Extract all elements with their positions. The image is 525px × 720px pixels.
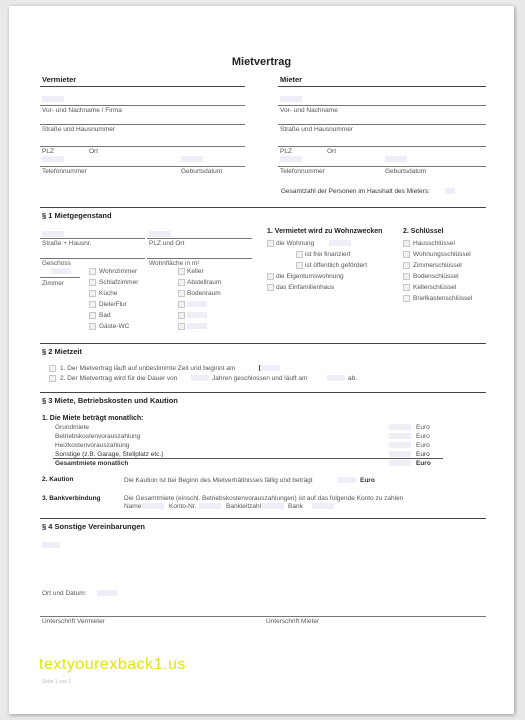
section-4-heading: § 4 Sonstige Vereinbarungen xyxy=(42,522,145,531)
key-label: Zimmerschlüssel xyxy=(413,262,462,269)
term-line-2c: ab. xyxy=(348,375,358,382)
bank-account-field[interactable] xyxy=(199,503,221,509)
landlord-birthdate-label: Geburtsdatum xyxy=(181,168,223,175)
tenant-ort-label: Ort xyxy=(327,148,337,155)
rented-checkbox[interactable] xyxy=(267,273,274,280)
rent-item-label: Grundmiete xyxy=(55,424,89,431)
key-checkbox[interactable] xyxy=(403,273,410,280)
watermark: textyourexback1.us xyxy=(39,656,186,673)
field-line xyxy=(40,277,80,278)
field-line xyxy=(278,105,486,106)
field-line xyxy=(40,238,145,239)
total-rent-label: Gesamtmiete monatlich xyxy=(55,460,129,467)
rent-amount-field[interactable] xyxy=(389,433,411,439)
deposit-euro-label: Euro xyxy=(360,477,375,484)
room-label: Küche xyxy=(99,290,118,297)
landlord-name-field[interactable] xyxy=(42,96,64,102)
divider xyxy=(278,86,486,87)
tenant-plz-label: PLZ xyxy=(280,148,292,155)
extra-label: Abstellraum xyxy=(187,279,222,286)
landlord-plz-label: PLZ xyxy=(42,148,54,155)
extra-label: Keller xyxy=(187,268,204,275)
key-label: Wohnungsschlüssel xyxy=(413,251,471,258)
field-line xyxy=(278,146,486,147)
deposit-text: Die Kaution ist bei Beginn des Mietverhältnisses fällig und beträgt xyxy=(124,477,313,484)
rooms-count-field[interactable] xyxy=(51,268,71,274)
place-date-field[interactable] xyxy=(97,590,117,596)
landlord-heading: Vermieter xyxy=(42,75,77,84)
tenant-birthdate-field[interactable] xyxy=(385,156,407,162)
euro-label: Euro xyxy=(416,433,430,440)
key-label: Briefkastenschlüssel xyxy=(413,295,473,302)
end-date-field[interactable] xyxy=(327,375,345,381)
room-checkbox[interactable] xyxy=(89,268,96,275)
agreements-field[interactable] xyxy=(42,542,60,548)
extra-checkbox[interactable] xyxy=(178,323,185,330)
room-label: Gäste-WC xyxy=(99,323,130,330)
bank-code-label: Bankleitzahl xyxy=(226,503,262,510)
rented-label: die Eigentumswohnung xyxy=(276,273,344,280)
key-checkbox[interactable] xyxy=(403,262,410,269)
bank-bank-label: Bank xyxy=(288,503,303,510)
floor-label: Geschoss xyxy=(42,260,71,267)
rented-checkbox[interactable] xyxy=(267,284,274,291)
sum-line xyxy=(53,458,443,459)
deposit-label: 2. Kaution xyxy=(42,476,74,483)
extra-checkbox[interactable] xyxy=(178,312,185,319)
financing-checkbox[interactable] xyxy=(296,251,303,258)
room-checkbox[interactable] xyxy=(89,312,96,319)
extra-label: Bodenraum xyxy=(187,290,221,297)
room-checkbox[interactable] xyxy=(89,323,96,330)
field-line xyxy=(278,124,486,125)
room-label: Wohnzimmer xyxy=(99,268,138,275)
keys-heading: 2. Schlüssel xyxy=(403,228,444,235)
landlord-name-label: Vor- und Nachname / Firma xyxy=(42,107,122,114)
field-line xyxy=(40,124,245,125)
term-checkbox[interactable] xyxy=(49,375,56,382)
rent-amount-field[interactable] xyxy=(389,424,411,430)
tenant-name-label: Vor- und Nachname xyxy=(280,107,338,114)
tenant-phone-label: Telefonnummer xyxy=(280,168,325,175)
key-checkbox[interactable] xyxy=(403,240,410,247)
section-3-heading: § 3 Miete, Betriebskosten und Kaution xyxy=(42,396,178,405)
page-title: Mietvertrag xyxy=(231,56,292,68)
key-label: Hausschlüssel xyxy=(413,240,455,247)
signature-tenant-label: Unterschrift Mieter xyxy=(266,618,320,625)
household-label: Gesamtzahl der Personen im Haushalt des Mieters: xyxy=(281,188,430,195)
tenant-birthdate-label: Geburtsdatum xyxy=(385,168,427,175)
extra-checkbox[interactable] xyxy=(178,301,185,308)
signature-landlord-label: Unterschrift Vermieter xyxy=(42,618,105,625)
rented-heading: 1. Vermietet wird zu Wohnzwecken xyxy=(267,228,383,235)
bank-code-field[interactable] xyxy=(262,503,284,509)
room-label: Diele/Flur xyxy=(99,301,127,308)
object-plz-field[interactable] xyxy=(149,231,171,237)
rent-item-label: Heizkostenvorauszahlung xyxy=(55,442,130,449)
key-checkbox[interactable] xyxy=(403,251,410,258)
rooms-label: Zimmer xyxy=(42,280,65,287)
bank-account-label: Konto-Nr. xyxy=(169,503,197,510)
landlord-phone-field[interactable] xyxy=(42,156,64,162)
extra-field[interactable] xyxy=(187,312,207,318)
landlord-street-label: Straße und Hausnummer xyxy=(42,126,115,133)
room-checkbox[interactable] xyxy=(89,301,96,308)
bank-text: Die Gesamtmiete (einschl. Betriebskostenvorauszahlungen) ist auf das folgende Konto zu zahlen xyxy=(124,495,404,502)
landlord-ort-label: Ort xyxy=(89,148,99,155)
euro-label: Euro xyxy=(416,442,430,449)
key-label: Kellerschlüssel xyxy=(413,284,457,291)
rent-item-label: Betriebskostenvorauszahlung xyxy=(55,433,141,440)
rent-amount-field[interactable] xyxy=(389,451,411,457)
field-line xyxy=(147,238,252,239)
household-count-field[interactable] xyxy=(445,188,455,194)
financing-label: ist frei finanziert xyxy=(305,251,351,258)
term-line-2b: Jahren geschlossen und läuft am xyxy=(212,375,308,382)
section-divider xyxy=(40,207,486,208)
room-checkbox[interactable] xyxy=(89,290,96,297)
key-checkbox[interactable] xyxy=(403,295,410,302)
signature-line xyxy=(40,616,486,617)
tenant-name-field[interactable] xyxy=(280,96,302,102)
place-date-label: Ort und Datum: xyxy=(42,590,87,597)
deposit-amount-field[interactable] xyxy=(338,477,356,483)
bank-name-label: Name xyxy=(124,503,142,510)
financing-label: ist öffentlich gefördert xyxy=(305,262,368,269)
extra-checkbox[interactable] xyxy=(178,268,185,275)
room-label: Bad xyxy=(99,312,111,319)
rented-unit-field[interactable] xyxy=(329,240,351,246)
key-label: Bodenschlüssel xyxy=(413,273,459,280)
room-label: Schlafzimmer xyxy=(99,279,139,286)
total-amount-field[interactable] xyxy=(389,460,411,466)
rent-item-label: Sonstige (z.B. Garage, Stellplatz etc.) xyxy=(55,451,164,458)
field-line xyxy=(40,105,245,106)
rented-label: das Einfamilienhaus xyxy=(276,284,335,291)
tenant-heading: Mieter xyxy=(280,75,303,84)
extra-field[interactable] xyxy=(187,323,207,329)
start-date-field[interactable] xyxy=(259,365,280,371)
field-line xyxy=(278,166,486,167)
field-line xyxy=(40,166,245,167)
section-divider xyxy=(40,392,486,393)
extra-checkbox[interactable] xyxy=(178,290,185,297)
rented-checkbox[interactable] xyxy=(267,240,274,247)
object-street-field[interactable] xyxy=(42,231,64,237)
financing-checkbox[interactable] xyxy=(296,262,303,269)
landlord-birthdate-field[interactable] xyxy=(181,156,203,162)
euro-label: Euro xyxy=(416,460,431,467)
contract-page xyxy=(9,6,514,714)
object-street-label: Straße + Hausnr. xyxy=(42,240,92,247)
field-line xyxy=(40,258,145,259)
section-divider xyxy=(40,343,486,344)
section-divider xyxy=(40,518,486,519)
term-checkbox[interactable] xyxy=(49,365,56,372)
euro-label: Euro xyxy=(416,451,430,458)
years-field[interactable] xyxy=(191,375,209,381)
landlord-phone-label: Telefonnummer xyxy=(42,168,87,175)
area-label: Wohnfläche in m² xyxy=(149,260,200,267)
section-2-heading: § 2 Mietzeit xyxy=(42,347,83,356)
room-checkbox[interactable] xyxy=(89,279,96,286)
euro-label: Euro xyxy=(416,424,430,431)
rent-amount-field[interactable] xyxy=(389,442,411,448)
tenant-phone-field[interactable] xyxy=(280,156,302,162)
term-line-2a: 2. Der Mietvertrag wird für die Dauer von xyxy=(60,375,178,382)
footer-tag: Seite 1 von 1 xyxy=(42,679,72,685)
key-checkbox[interactable] xyxy=(403,284,410,291)
extra-field[interactable] xyxy=(187,301,207,307)
extra-checkbox[interactable] xyxy=(178,279,185,286)
field-line xyxy=(147,258,252,259)
bank-bank-field[interactable] xyxy=(312,503,334,509)
object-plz-label: PLZ und Ort xyxy=(149,240,185,247)
divider xyxy=(40,86,245,87)
section-1-heading: § 1 Mietgegenstand xyxy=(42,211,112,220)
rent-heading: 1. Die Miete beträgt monatlich: xyxy=(42,415,144,422)
field-line xyxy=(40,146,245,147)
bank-name-field[interactable] xyxy=(142,503,164,509)
bank-label: 3. Bankverbindung xyxy=(42,495,101,502)
tenant-street-label: Straße und Hausnummer xyxy=(280,126,353,133)
rented-label: die Wohnung xyxy=(276,240,315,247)
term-line-1: 1. Der Mietvertrag läuft auf unbestimmte Zeit und beginnt am xyxy=(60,365,236,372)
